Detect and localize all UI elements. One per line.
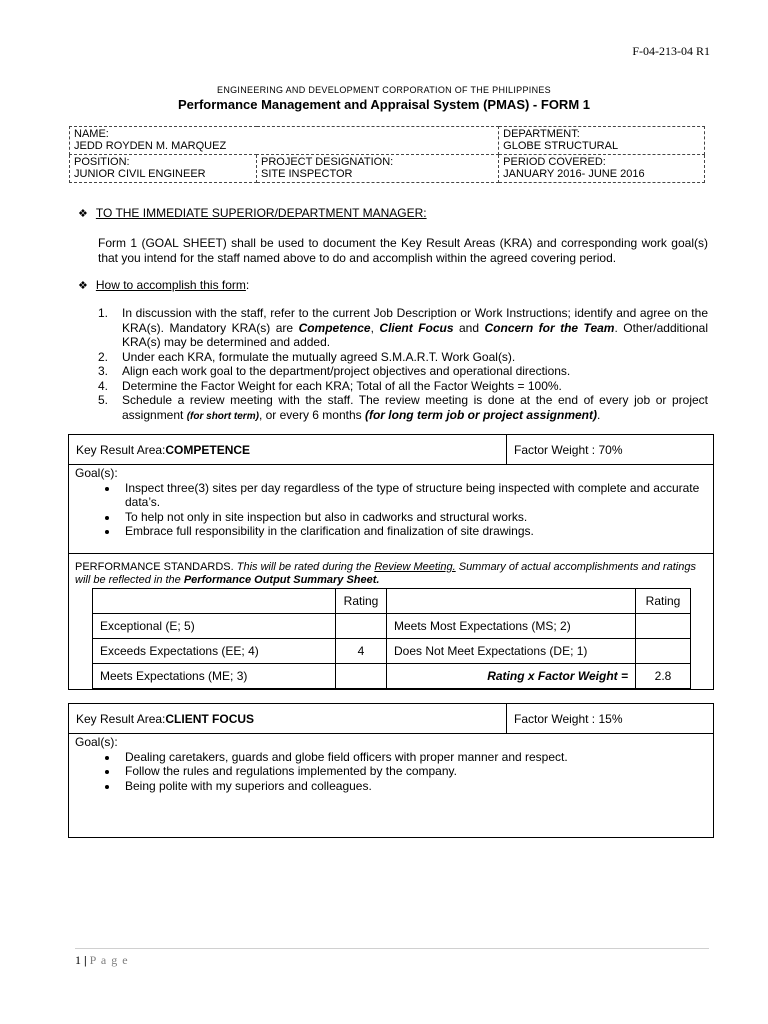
section-howto-heading: ❖ How to accomplish this form:	[78, 278, 250, 292]
step-item: 1. In discussion with the staff, refer to the current Job Description or Work Instructions; identify and agree on the KRA(s). Mandatory KRA(s) are Competence, Client Focus and Concern for the Team. Other/additional KRA(s) may be determined and added.	[98, 306, 708, 349]
name-value: JEDD ROYDEN M. MARQUEZ	[74, 140, 227, 152]
goals-section	[69, 734, 713, 794]
rating-x-weight-label: Rating x Factor Weight =	[387, 664, 636, 689]
form-purpose-paragraph: Form 1 (GOAL SHEET) shall be used to document the Key Result Areas (KRA) and corresponding work goal(s) that you intend for the staff named above to do and accomplish within the agreed covering period.	[98, 236, 708, 265]
goals-section	[69, 465, 713, 553]
period-value: JANUARY 2016- JUNE 2016	[503, 168, 645, 180]
goals-label: Goal(s):	[75, 466, 118, 480]
kra-competence-box	[68, 434, 714, 690]
footer-divider	[75, 948, 709, 949]
kra-header: Key Result Area: COMPETENCE Factor Weight : 70%	[69, 435, 713, 465]
table-row: Meets Expectations (ME; 3) Rating x Factor Weight = 2.8	[93, 664, 691, 689]
rating-header: Rating	[336, 589, 387, 614]
name-cell	[70, 127, 499, 155]
department-label: DEPARTMENT:	[503, 128, 580, 140]
diamond-bullet-icon: ❖	[78, 207, 88, 220]
superior-heading-text: TO THE IMMEDIATE SUPERIOR/DEPARTMENT MANAGER:	[95, 206, 427, 220]
instruction-steps	[98, 306, 708, 424]
page-word: P a g e	[89, 953, 129, 967]
position-value: JUNIOR CIVIL ENGINEER	[74, 168, 206, 180]
kra-name: CLIENT FOCUS	[165, 711, 255, 726]
section-superior-heading	[78, 206, 427, 220]
goal-item: • Dealing caretakers, guards and globe field officers with proper manner and respect.	[119, 750, 707, 765]
department-cell	[499, 127, 705, 155]
step-item: 5. Schedule a review meeting with the staff. The review meeting is done at the end of every job or project assignment (for short term), or every 6 months (for long term job or project assignment).	[98, 393, 708, 422]
position-cell	[70, 155, 257, 183]
organization-name: ENGINEERING AND DEVELOPMENT CORPORATION OF THE PHILIPPINES	[217, 85, 551, 95]
goal-item: • Embrace full responsibility in the clarification and finalization of site drawings.	[119, 524, 707, 539]
step-item: 2. Under each KRA, formulate the mutually agreed S.M.A.R.T. Work Goal(s).	[98, 349, 516, 364]
position-label: POSITION:	[74, 156, 130, 168]
rating-header: Rating	[636, 589, 691, 614]
goals-list	[75, 481, 707, 539]
goal-item: • Follow the rules and regulations implemented by the company.	[119, 764, 707, 779]
page-footer: 1 | P a g e	[75, 953, 129, 967]
kra-header: Key Result Area: CLIENT FOCUS Factor Weight : 15%	[69, 704, 713, 734]
kra-name: COMPETENCE	[165, 442, 251, 457]
project-cell	[257, 155, 499, 183]
project-label: PROJECT DESIGNATION:	[261, 156, 394, 168]
goal-item: • To help not only in site inspection but also in cadworks and structural works.	[119, 510, 707, 525]
performance-standards: PERFORMANCE STANDARDS. This will be rated during the Review Meeting. Summary of actual accomplishments and ratings will be reflected in the Performance Output Summary Sheet. Rating Rating Exceptional (E; 5) Meets Most Expectations (MS; 2) Exceeds Expectations (EE; 4) 4 Does Not Meet Expectations (DE; 1) Meets Expectations (ME; 3) Rating x Factor Weight = 2.8	[69, 553, 713, 689]
department-value: GLOBE STRUCTURAL	[503, 140, 619, 152]
rating-value: 4	[336, 639, 387, 664]
period-cell	[499, 155, 705, 183]
goals-list	[75, 750, 707, 794]
howto-heading-text: How to accomplish this form	[95, 278, 246, 292]
rating-table	[92, 588, 691, 689]
goal-item: • Inspect three(3) sites per day regardless of the type of structure being inspected with complete and accurate data’s.	[119, 481, 707, 510]
factor-weight-value: 15%	[598, 711, 623, 726]
weighted-rating-value: 2.8	[636, 664, 691, 689]
form-code: F-04-213-04 R1	[632, 44, 710, 58]
page-number: 1	[75, 953, 81, 967]
goal-item: • Being polite with my superiors and colleagues.	[119, 779, 707, 794]
document-title: Performance Management and Appraisal System (PMAS) - FORM 1	[177, 97, 590, 112]
employee-info-table	[69, 126, 705, 183]
diamond-bullet-icon: ❖	[78, 279, 88, 292]
period-label: PERIOD COVERED:	[503, 156, 606, 168]
table-row: Exceeds Expectations (EE; 4) 4 Does Not Meet Expectations (DE; 1)	[93, 639, 691, 664]
table-row: Exceptional (E; 5) Meets Most Expectations (MS; 2)	[93, 614, 691, 639]
goals-label: Goal(s):	[75, 735, 118, 749]
step-item: 4. Determine the Factor Weight for each KRA; Total of all the Factor Weights = 100%.	[98, 378, 562, 393]
step-item: 3. Align each work goal to the department/project objectives and operational directions.	[98, 364, 571, 378]
name-label: NAME:	[74, 128, 109, 140]
factor-weight-value: 70%	[598, 442, 623, 457]
project-value: SITE INSPECTOR	[261, 168, 353, 180]
kra-client-focus-box	[68, 703, 714, 838]
